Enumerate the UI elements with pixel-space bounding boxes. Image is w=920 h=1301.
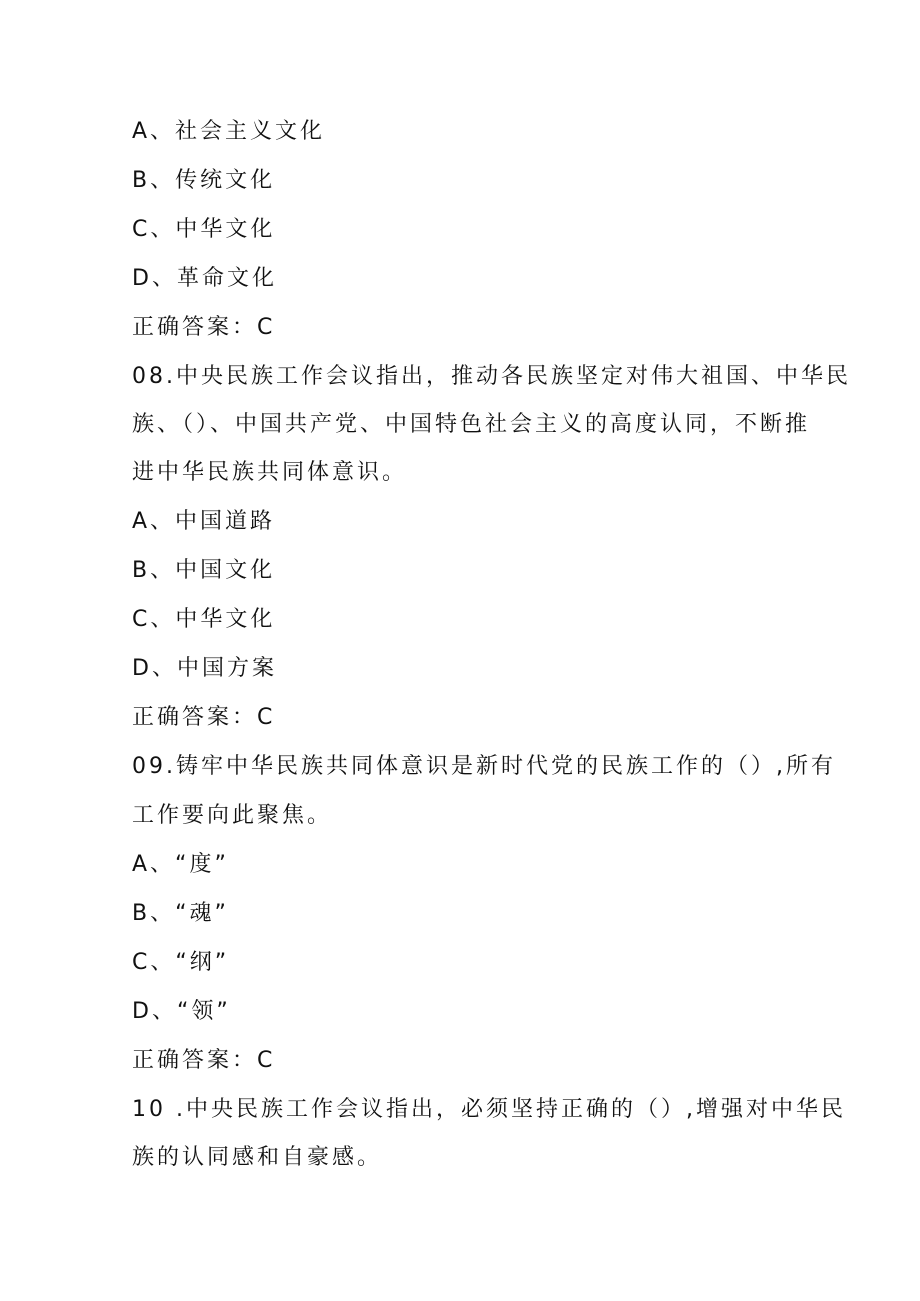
q7-option-d: D、革命文化 [132, 266, 277, 291]
q7-option-a: A、社会主义文化 [132, 119, 326, 144]
q9-option-a: A、“度” [132, 852, 229, 877]
q8-option-d: D、中国方案 [132, 656, 277, 681]
q8-stem-line-2: 族、（）、中国共产党、中国特色社会主义的高度认同，不断推 [132, 412, 811, 437]
q9-option-d: D、“领” [132, 999, 231, 1024]
q8-option-a: A、中国道路 [132, 509, 276, 534]
q10-stem-line-2: 族的认同感和自豪感。 [132, 1145, 383, 1170]
q9-stem-line-1: 09.铸牢中华民族共同体意识是新时代党的民族工作的（）,所有 [132, 754, 836, 779]
q8-option-b: B、中国文化 [132, 558, 276, 583]
q9-answer: 正确答案：C [132, 1048, 276, 1073]
q7-option-b: B、传统文化 [132, 168, 276, 193]
q8-stem-line-3: 进中华民族共同体意识。 [132, 460, 408, 485]
q8-option-c: C、中华文化 [132, 607, 276, 632]
q7-answer: 正确答案：C [132, 315, 276, 340]
q9-stem-line-2: 工作要向此聚焦。 [132, 803, 333, 828]
q9-option-c: C、“纲” [132, 950, 230, 975]
q7-option-c: C、中华文化 [132, 217, 276, 242]
q8-stem-line-1: 08.中央民族工作会议指出，推动各民族坚定对伟大祖国、中华民 [132, 364, 851, 389]
q10-stem-line-1: 10 .中央民族工作会议指出，必须坚持正确的（）,增强对中华民 [132, 1097, 846, 1122]
q8-answer: 正确答案：C [132, 705, 276, 730]
q9-option-b: B、“魂” [132, 901, 229, 926]
